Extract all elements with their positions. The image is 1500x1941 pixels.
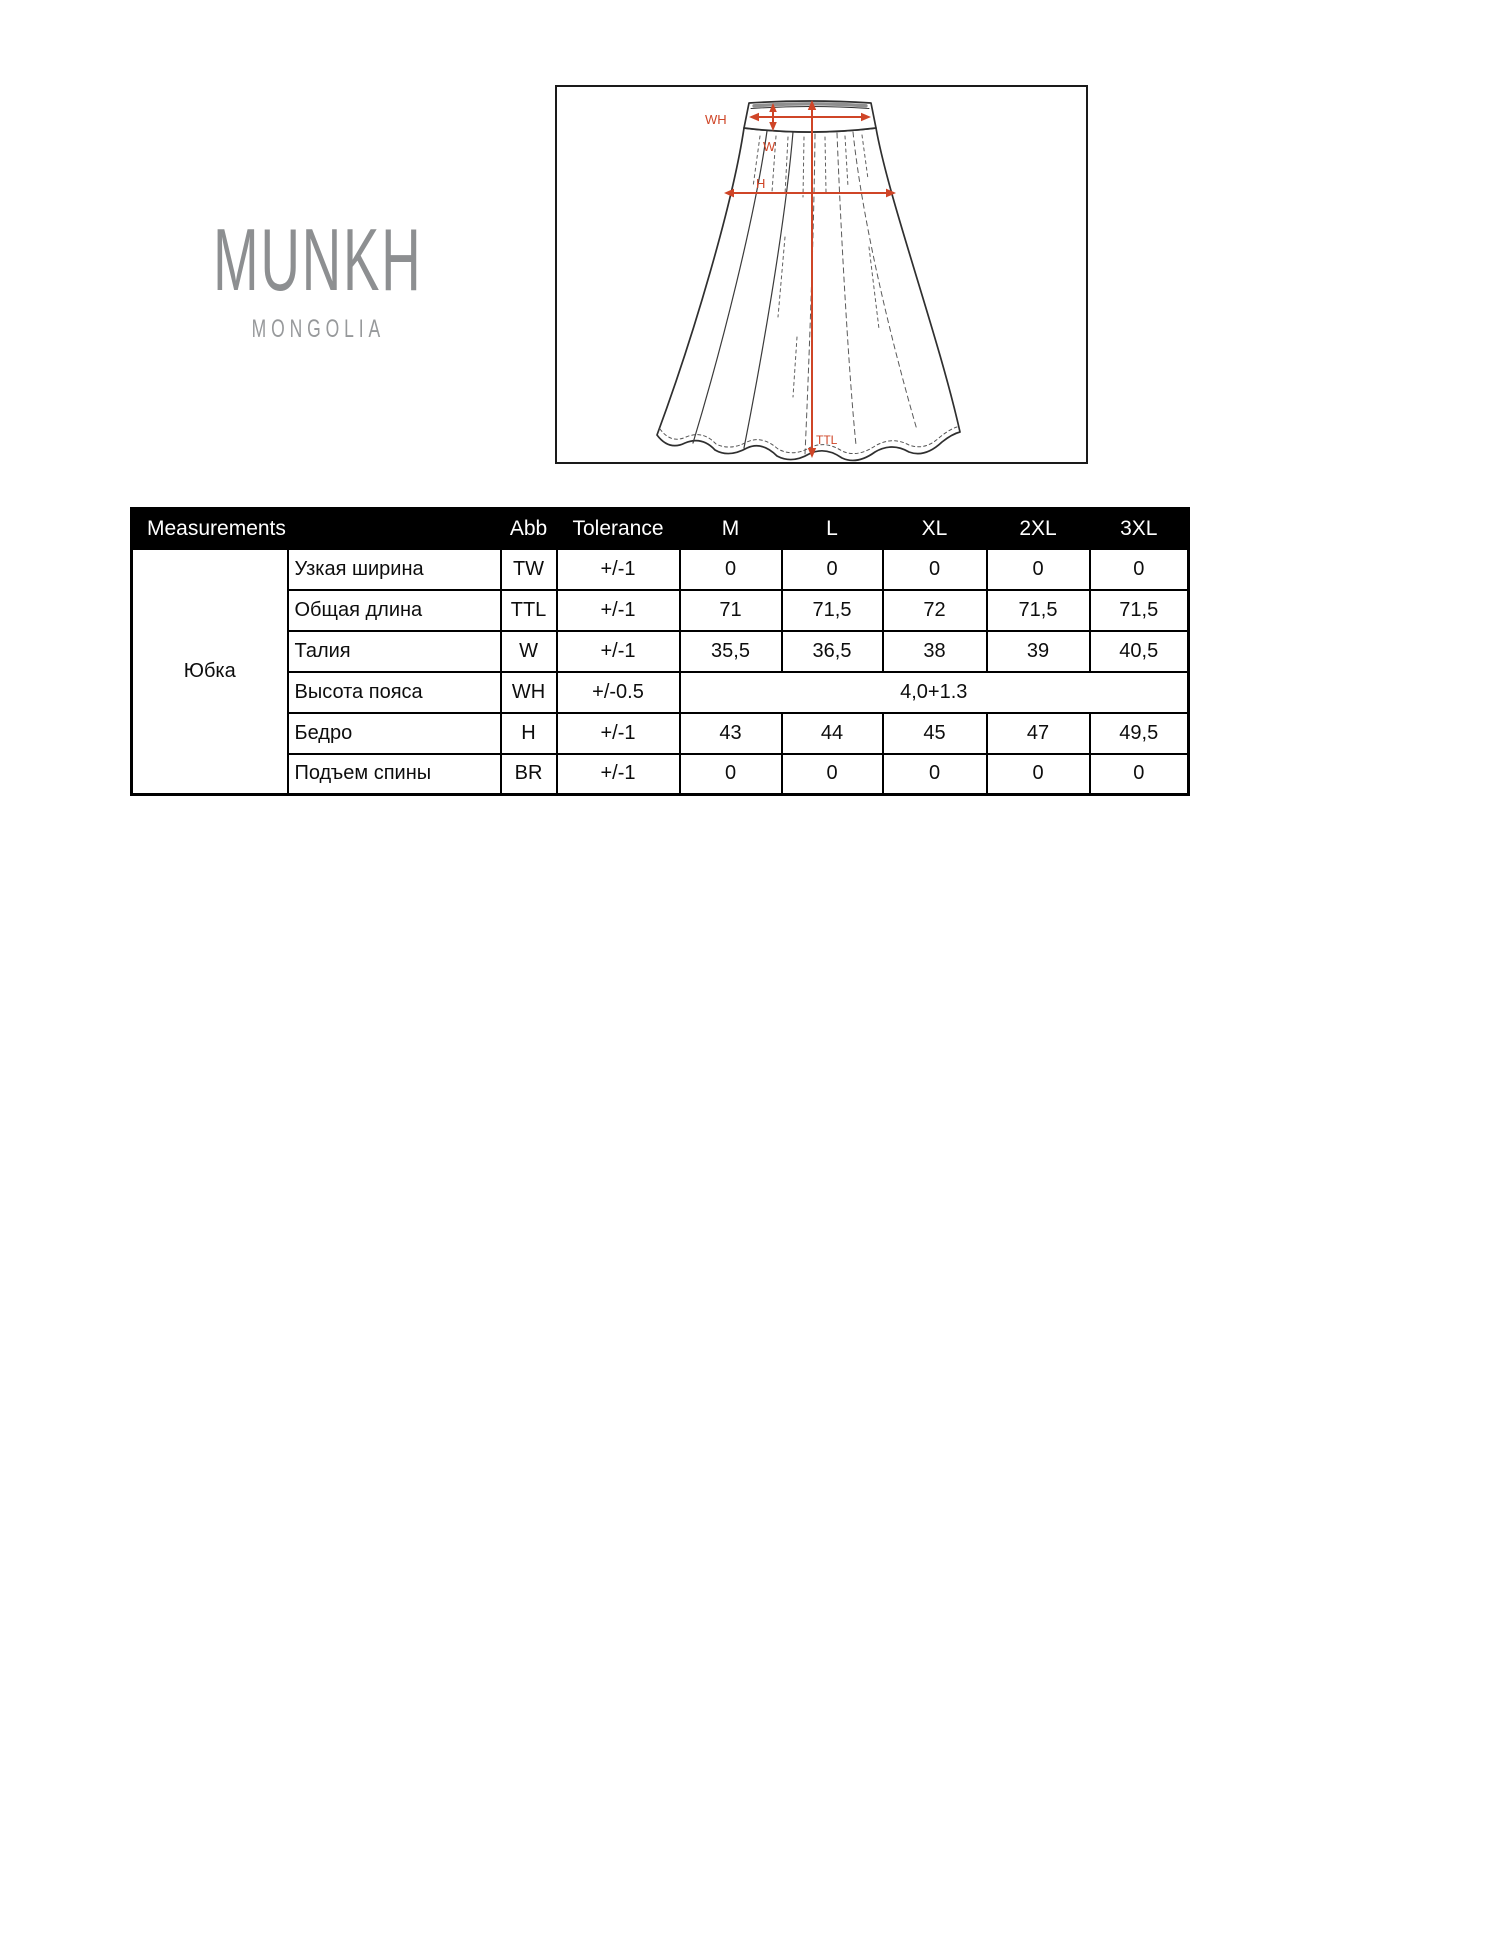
group-label-cell: Юбка bbox=[132, 549, 288, 795]
header-size-m: M bbox=[680, 509, 782, 549]
table-row bbox=[132, 713, 1189, 754]
h-label: H bbox=[756, 176, 766, 191]
size-cell: 44 bbox=[782, 713, 883, 754]
header-size-2xl: 2XL bbox=[987, 509, 1090, 549]
size-cell: 0 bbox=[680, 754, 782, 795]
table-row bbox=[132, 631, 1189, 672]
size-cell: 0 bbox=[987, 754, 1090, 795]
size-cell: 0 bbox=[680, 549, 782, 590]
row-name-cell: Подъем спины bbox=[288, 754, 501, 795]
size-cell: 0 bbox=[1090, 754, 1189, 795]
size-cell: 43 bbox=[680, 713, 782, 754]
size-cell: 0 bbox=[782, 549, 883, 590]
size-cell: 49,5 bbox=[1090, 713, 1189, 754]
header-measurements: Measurements bbox=[132, 509, 501, 549]
size-cell: 71 bbox=[680, 590, 782, 631]
size-cell: 71,5 bbox=[782, 590, 883, 631]
size-cell: 47 bbox=[987, 713, 1090, 754]
tolerance-cell: +/-0.5 bbox=[557, 672, 680, 713]
tolerance-cell: +/-1 bbox=[557, 631, 680, 672]
size-cell: 0 bbox=[1090, 549, 1189, 590]
size-cell: 71,5 bbox=[1090, 590, 1189, 631]
tolerance-cell: +/-1 bbox=[557, 713, 680, 754]
size-cell: 38 bbox=[883, 631, 987, 672]
size-cell: 0 bbox=[883, 754, 987, 795]
size-cell: 0 bbox=[883, 549, 987, 590]
tolerance-cell: +/-1 bbox=[557, 754, 680, 795]
brand-title: MUNKH bbox=[213, 210, 423, 309]
abb-cell: WH bbox=[501, 672, 557, 713]
skirt-diagram bbox=[557, 87, 1086, 462]
size-cell: 45 bbox=[883, 713, 987, 754]
table-row bbox=[132, 672, 1189, 713]
row-name-cell: Узкая ширина bbox=[288, 549, 501, 590]
header-size-xl: XL bbox=[883, 509, 987, 549]
table-row bbox=[132, 590, 1189, 631]
tolerance-cell: +/-1 bbox=[557, 549, 680, 590]
wh-label: WH bbox=[705, 112, 727, 127]
size-cell: 35,5 bbox=[680, 631, 782, 672]
abb-cell: BR bbox=[501, 754, 557, 795]
size-cell: 71,5 bbox=[987, 590, 1090, 631]
merged-value-cell: 4,0+1.3 bbox=[680, 672, 1189, 713]
row-name-cell: Высота пояса bbox=[288, 672, 501, 713]
skirt-drawing bbox=[657, 101, 960, 460]
size-cell: 72 bbox=[883, 590, 987, 631]
abb-cell: W bbox=[501, 631, 557, 672]
abb-cell: H bbox=[501, 713, 557, 754]
header-tolerance: Tolerance bbox=[557, 509, 680, 549]
header-abb: Abb bbox=[501, 509, 557, 549]
brand-logo bbox=[118, 210, 518, 343]
garment-diagram-box bbox=[555, 85, 1088, 464]
row-name-cell: Бедро bbox=[288, 713, 501, 754]
tolerance-cell: +/-1 bbox=[557, 590, 680, 631]
row-name-cell: Талия bbox=[288, 631, 501, 672]
header-size-3xl: 3XL bbox=[1090, 509, 1189, 549]
header-size-l: L bbox=[782, 509, 883, 549]
abb-cell: TW bbox=[501, 549, 557, 590]
size-cell: 0 bbox=[987, 549, 1090, 590]
ttl-label: TTL bbox=[816, 433, 838, 447]
brand-subtitle-wrap bbox=[118, 317, 518, 342]
table-header-row bbox=[132, 509, 1189, 549]
size-cell: 39 bbox=[987, 631, 1090, 672]
row-name-cell: Общая длина bbox=[288, 590, 501, 631]
table-row bbox=[132, 754, 1189, 795]
table-row bbox=[132, 549, 1189, 590]
measurements-table bbox=[130, 507, 1190, 796]
size-cell: 36,5 bbox=[782, 631, 883, 672]
size-cell: 0 bbox=[782, 754, 883, 795]
brand-subtitle: MONGOLIA bbox=[251, 315, 385, 343]
abb-cell: TTL bbox=[501, 590, 557, 631]
w-label: W bbox=[763, 139, 776, 154]
size-cell: 40,5 bbox=[1090, 631, 1189, 672]
